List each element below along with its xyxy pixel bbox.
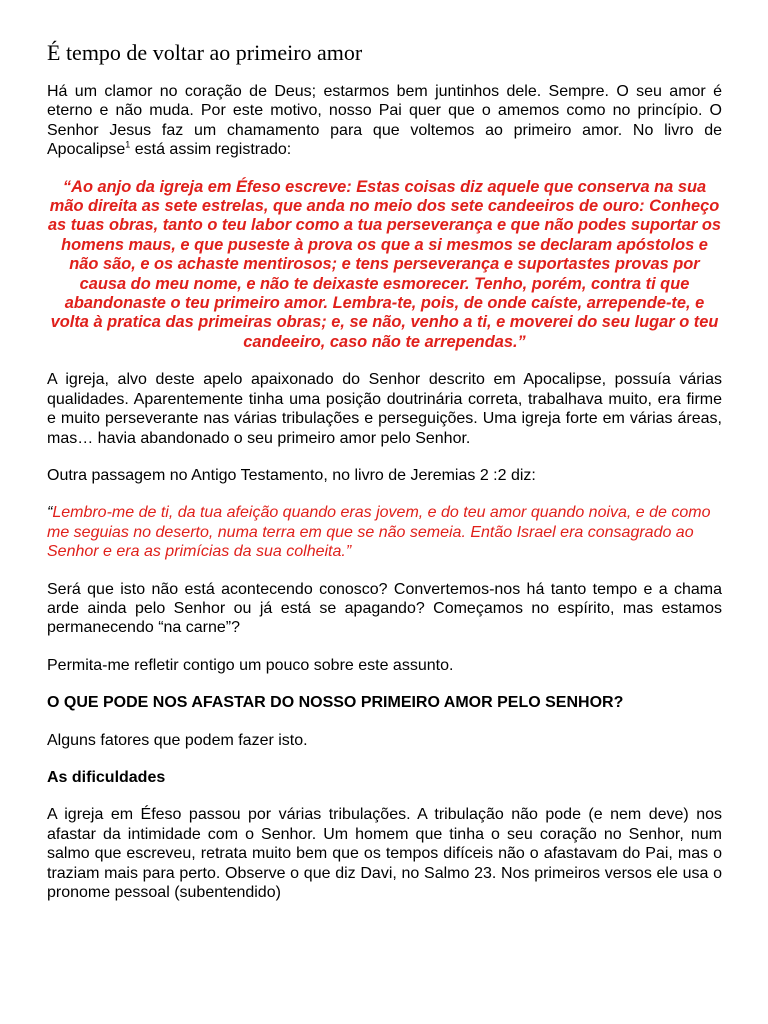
paragraph-reflection-question: Será que isto não está acontecendo conosco? Convertemos-nos há tanto tempo e a chama arde ainda pelo Senhor ou já está se apagando? Começamos no espírito, mas estamos permanecendo “na carne”? [47,580,722,637]
jeremiah-quote-text: Lembro-me de ti, da tua afeição quando eras jovem, e do teu amor quando noiva, e de como me seguias no deserto, numa terra em que se não semeia. Então Israel era consagrado ao Senhor e era as primícias da sua colheita.” [47,504,711,561]
paragraph-church-qualities: A igreja, alvo deste apelo apaixonado do Senhor descrito em Apocalipse, possuía várias qualidades. Aparentemente tinha uma posição doutrinária correta, trabalhava muito, era firme e muito perseverante nas várias tribulações e perseguições. Uma igreja forte em várias áreas, mas… havia abandonado o seu primeiro amor pelo Senhor. [47,371,722,447]
jeremiah-quote-open: “ [47,504,53,522]
footnote-marker: 1 [125,139,131,150]
paragraph-factors: Alguns fatores que podem fazer isto. [47,731,308,749]
revelation-quote: “Ao anjo da igreja em Éfeso escreve: Estas coisas diz aquele que conserva na sua mão direita as sete estrelas, que anda no meio dos sete candeeiros de ouro: Conheço as tuas obras, tanto o teu labor como a tua perseverança e que não podes suportar os homens maus, e que puseste à prova os que a si mesmos se declaram apóstolos e não são, e os achaste mentirosos; e tens perseverança e suportastes provas por causa do meu nome, e não te deixaste esmorecer. Tenho, porém, contra ti que abandonaste o teu primeiro amor. Lembra-te, pois, de onde caíste, arrepende-te, e volta à pratica das primeiras obras; e, se não, venho a ti, e moverei do seu lugar o teu candeeiro, caso não te arrependas.” [47,177,722,351]
intro-text: Há um clamor no coração de Deus; estarmos bem juntinhos dele. Sempre. O seu amor é eterno e não muda. Por este motivo, nosso Pai quer que o amemos como no princípio. O Senhor Jesus faz um chamamento para que voltemos ao primeiro amor. No livro de Apocalipse [47,83,722,159]
paragraph-jeremiah-intro: Outra passagem no Antigo Testamento, no livro de Jeremias 2 :2 diz: [47,466,536,484]
intro-text-after: está assim registrado: [130,141,292,159]
paragraph-invitation: Permita-me refletir contigo um pouco sobre este assunto. [47,656,454,674]
section-heading: O QUE PODE NOS AFASTAR DO NOSSO PRIMEIRO AMOR PELO SENHOR? [47,694,624,712]
jeremiah-quote [47,503,722,561]
paragraph-ephesus-tribulation: A igreja em Éfeso passou por várias tribulações. A tribulação não pode (e nem deve) nos afastar da intimidade com o Senhor. Um homem que tinha o seu coração no Senhor, num salmo que escreveu, retrata muito bem que os tempos difíceis não o afastavam do Pai, mas o traziam mais para perto. Observe o que diz Davi, no Salmo 23. Nos primeiros versos ele usa o pronome pessoal (subentendido) [47,806,722,901]
document-title: É tempo de voltar ao primeiro amor [47,40,363,65]
intro-paragraph [47,82,722,160]
subheading-difficulties: As dificuldades [47,768,166,786]
